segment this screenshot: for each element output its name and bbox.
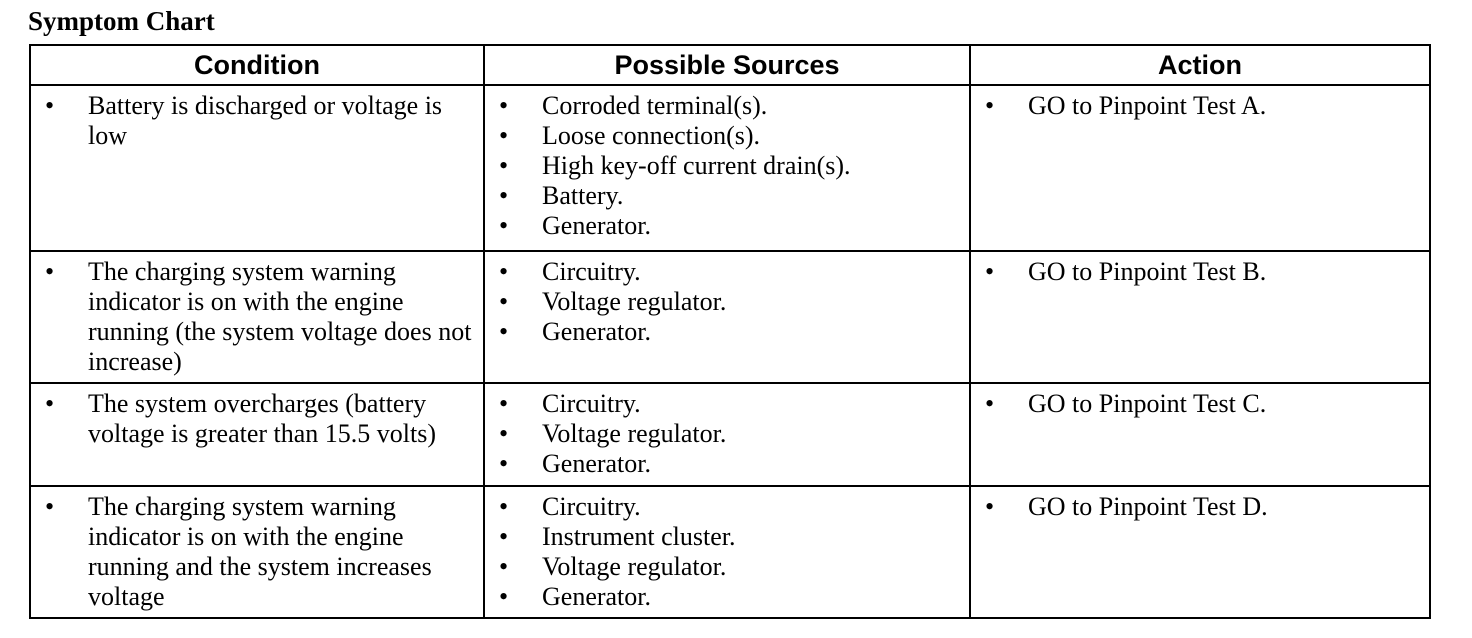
table-row: [30, 85, 1430, 251]
source-item: • High key-off current drain(s).: [485, 151, 965, 181]
action-cell: [970, 85, 1430, 251]
condition-cell: [30, 251, 484, 383]
possible-sources-cell: [484, 383, 970, 486]
condition-text: • The system overcharges (battery voltage is greater than 15.5 volts): [31, 389, 479, 449]
table-row: [30, 486, 1430, 618]
action-text: • GO to Pinpoint Test B.: [971, 257, 1425, 287]
source-item: • Voltage regulator.: [485, 287, 965, 317]
action-text: • GO to Pinpoint Test D.: [971, 492, 1425, 522]
condition-cell: [30, 486, 484, 618]
condition-header: Condition: [30, 45, 484, 85]
source-item: • Loose connection(s).: [485, 121, 965, 151]
source-item: • Generator.: [485, 317, 965, 347]
action-cell: [970, 251, 1430, 383]
source-item: • Voltage regulator.: [485, 419, 965, 449]
possible-sources-cell: [484, 486, 970, 618]
action-text: • GO to Pinpoint Test C.: [971, 389, 1425, 419]
source-item: • Generator.: [485, 449, 965, 479]
condition-text: • The charging system warning indicator is on with the engine running (the system voltage does not increase): [31, 257, 479, 377]
table-header-row: [30, 45, 1430, 85]
action-cell: [970, 486, 1430, 618]
symptom-table: [29, 44, 1431, 619]
action-header: Action: [970, 45, 1430, 85]
source-item: • Voltage regulator.: [485, 552, 965, 582]
source-item: • Generator.: [485, 582, 965, 612]
source-item: • Circuitry.: [485, 492, 965, 522]
table-row: [30, 251, 1430, 383]
source-item: • Corroded terminal(s).: [485, 91, 965, 121]
possible-sources-cell: [484, 85, 970, 251]
condition-cell: [30, 383, 484, 486]
condition-text: • The charging system warning indicator is on with the engine running and the system increases voltage: [31, 492, 479, 612]
action-text: • GO to Pinpoint Test A.: [971, 91, 1425, 121]
condition-text: • Battery is discharged or voltage is low: [31, 91, 479, 151]
action-cell: [970, 383, 1430, 486]
source-item: • Instrument cluster.: [485, 522, 965, 552]
source-item: • Generator.: [485, 211, 965, 241]
condition-cell: [30, 85, 484, 251]
source-item: • Battery.: [485, 181, 965, 211]
possible-sources-cell: [484, 251, 970, 383]
source-item: • Circuitry.: [485, 257, 965, 287]
page-title: Symptom Chart: [28, 6, 215, 36]
source-item: • Circuitry.: [485, 389, 965, 419]
table-row: [30, 383, 1430, 486]
possible-sources-header: Possible Sources: [484, 45, 970, 85]
